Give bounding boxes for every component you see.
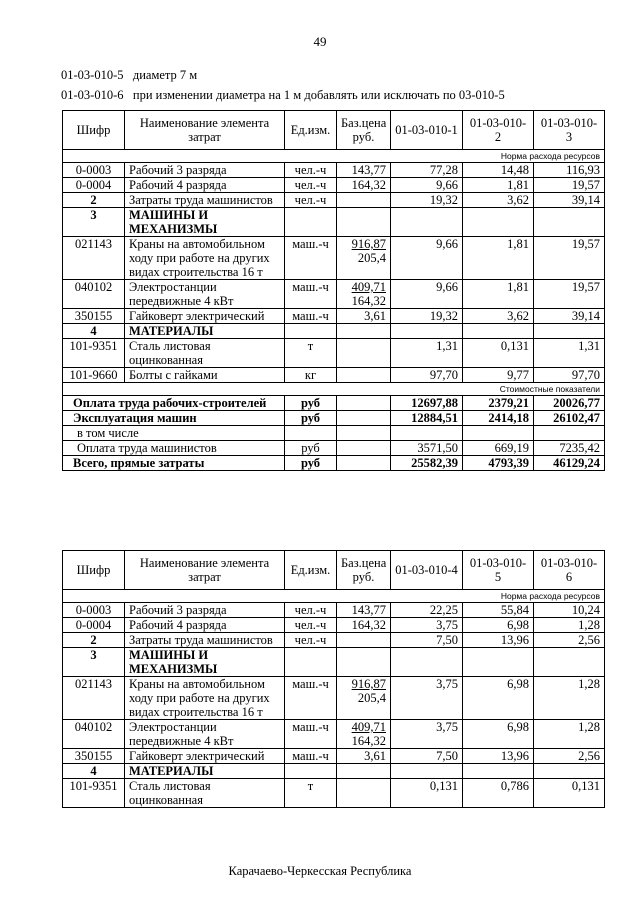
cost-value-2: 4793,39 xyxy=(463,456,534,471)
row-value-3: 2,56 xyxy=(534,633,605,648)
row-value-3: 97,70 xyxy=(534,368,605,383)
empty-cell xyxy=(534,648,605,677)
row-value-3: 1,28 xyxy=(534,618,605,633)
row-value-2: 14,48 xyxy=(463,163,534,178)
row-base-price xyxy=(337,339,391,368)
row-unit: кг xyxy=(285,368,337,383)
base-price-value: 205,4 xyxy=(357,251,386,265)
row-name: Болты с гайками xyxy=(125,368,285,383)
cost-row xyxy=(63,396,605,411)
base-price-underlined: 409,71 xyxy=(351,720,386,734)
row-unit: маш.-ч xyxy=(285,677,337,720)
row-value-3: 19,57 xyxy=(534,237,605,280)
row-code: 3 xyxy=(63,648,125,677)
row-code: 021143 xyxy=(63,677,125,720)
row-value-1: 9,66 xyxy=(391,237,463,280)
row-name: Краны на автомобильном ходу при работе на других видах строительства 16 т xyxy=(125,677,285,720)
row-name: Гайковерт электрический xyxy=(125,309,285,324)
row-base-price xyxy=(337,193,391,208)
row-value-1: 3,75 xyxy=(391,720,463,749)
empty-cell xyxy=(337,324,391,339)
base-price-value: 3,61 xyxy=(364,749,386,763)
cost-name: Эксплуатация машин xyxy=(63,411,285,426)
empty-cell xyxy=(285,208,337,237)
section-label-norms: Норма расхода ресурсов xyxy=(63,150,605,163)
base-price-value: 164,32 xyxy=(351,178,386,192)
cost-unit: руб xyxy=(285,411,337,426)
row-code: 3 xyxy=(63,208,125,237)
row-name: Краны на автомобильном ходу при работе на других видах строительства 16 т xyxy=(125,237,285,280)
row-value-2: 9,77 xyxy=(463,368,534,383)
empty-cell xyxy=(337,648,391,677)
cost-name: Всего, прямые затраты xyxy=(63,456,285,471)
cost-value-1: 3571,50 xyxy=(391,441,463,456)
empty-cell xyxy=(391,208,463,237)
column-header: Шифр xyxy=(63,551,125,590)
row-value-2: 55,84 xyxy=(463,603,534,618)
table-row xyxy=(63,633,605,648)
row-code: 0-0004 xyxy=(63,178,125,193)
column-header: Ед.изм. xyxy=(285,111,337,150)
page-number: 49 xyxy=(313,34,327,49)
row-value-3: 0,131 xyxy=(534,779,605,808)
cost-value-2: 2414,18 xyxy=(463,411,534,426)
table-row xyxy=(63,648,605,677)
row-code: 101-9351 xyxy=(63,339,125,368)
table-row xyxy=(63,280,605,309)
row-base-price xyxy=(337,677,391,720)
cost-value-2: 669,19 xyxy=(463,441,534,456)
row-value-1: 3,75 xyxy=(391,677,463,720)
row-code: 040102 xyxy=(63,280,125,309)
base-price-underlined: 409,71 xyxy=(351,280,386,294)
empty-cell xyxy=(337,411,391,426)
row-name: Рабочий 3 разряда xyxy=(125,163,285,178)
row-name: МАШИНЫ И МЕХАНИЗМЫ xyxy=(125,648,285,677)
row-value-3: 116,93 xyxy=(534,163,605,178)
row-unit: чел.-ч xyxy=(285,603,337,618)
resource-table-2 xyxy=(62,550,605,808)
table-header-row xyxy=(63,551,605,590)
empty-cell xyxy=(534,208,605,237)
table-row xyxy=(63,618,605,633)
row-value-1: 9,66 xyxy=(391,280,463,309)
row-name: Сталь листовая оцинкованная xyxy=(125,339,285,368)
header-code: 01-03-010-5 xyxy=(61,68,124,82)
empty-cell xyxy=(391,648,463,677)
row-value-1: 1,31 xyxy=(391,339,463,368)
cost-unit: руб xyxy=(285,441,337,456)
cost-value-3: 20026,77 xyxy=(534,396,605,411)
row-value-3: 19,57 xyxy=(534,280,605,309)
empty-cell xyxy=(463,764,534,779)
row-value-2: 1,81 xyxy=(463,178,534,193)
row-name: Гайковерт электрический xyxy=(125,749,285,764)
row-value-2: 6,98 xyxy=(463,720,534,749)
row-value-2: 13,96 xyxy=(463,633,534,648)
cost-unit xyxy=(285,426,337,441)
column-header: Ед.изм. xyxy=(285,551,337,590)
row-name: МАШИНЫ И МЕХАНИЗМЫ xyxy=(125,208,285,237)
base-price-underlined: 916,87 xyxy=(351,237,386,251)
row-name: МАТЕРИАЛЫ xyxy=(125,764,285,779)
empty-cell xyxy=(391,764,463,779)
row-unit: маш.-ч xyxy=(285,749,337,764)
column-header: 01-03-010-1 xyxy=(391,111,463,150)
cost-value-1 xyxy=(391,426,463,441)
row-name: Рабочий 4 разряда xyxy=(125,618,285,633)
base-price-value: 143,77 xyxy=(351,163,386,177)
row-code: 0-0003 xyxy=(63,603,125,618)
table-row xyxy=(63,324,605,339)
cost-name: Оплата труда машинистов xyxy=(63,441,285,456)
table-row xyxy=(63,779,605,808)
table-row xyxy=(63,677,605,720)
table-row xyxy=(63,339,605,368)
table-header-row xyxy=(63,111,605,150)
column-header: Баз.цена руб. xyxy=(337,111,391,150)
cost-row xyxy=(63,441,605,456)
table-row xyxy=(63,603,605,618)
header-line-2 xyxy=(61,88,505,103)
row-value-2: 6,98 xyxy=(463,677,534,720)
row-unit: чел.-ч xyxy=(285,163,337,178)
row-name: Электростанции передвижные 4 кВт xyxy=(125,280,285,309)
empty-cell xyxy=(285,764,337,779)
table-row xyxy=(63,178,605,193)
cost-unit: руб xyxy=(285,456,337,471)
row-unit: чел.-ч xyxy=(285,633,337,648)
table-row xyxy=(63,764,605,779)
base-price-value: 143,77 xyxy=(351,603,386,617)
table-row xyxy=(63,193,605,208)
row-value-3: 2,56 xyxy=(534,749,605,764)
page-footer: Карачаево-Черкесская Республика xyxy=(228,864,412,878)
empty-cell xyxy=(337,764,391,779)
row-code: 4 xyxy=(63,764,125,779)
cost-value-3 xyxy=(534,426,605,441)
row-value-1: 7,50 xyxy=(391,749,463,764)
row-base-price xyxy=(337,749,391,764)
row-code: 350155 xyxy=(63,309,125,324)
row-base-price xyxy=(337,178,391,193)
row-code: 4 xyxy=(63,324,125,339)
empty-cell xyxy=(534,324,605,339)
row-unit: маш.-ч xyxy=(285,280,337,309)
row-value-1: 19,32 xyxy=(391,309,463,324)
empty-cell xyxy=(337,208,391,237)
cost-row xyxy=(63,456,605,471)
row-unit: маш.-ч xyxy=(285,237,337,280)
row-value-2: 3,62 xyxy=(463,309,534,324)
row-unit: т xyxy=(285,779,337,808)
table-row xyxy=(63,163,605,178)
row-value-3: 19,57 xyxy=(534,178,605,193)
row-base-price xyxy=(337,368,391,383)
row-name: МАТЕРИАЛЫ xyxy=(125,324,285,339)
row-code: 101-9660 xyxy=(63,368,125,383)
table-row xyxy=(63,749,605,764)
row-code: 101-9351 xyxy=(63,779,125,808)
empty-cell xyxy=(534,764,605,779)
cost-unit: руб xyxy=(285,396,337,411)
empty-cell xyxy=(391,324,463,339)
cost-name: Оплата труда рабочих-строителей xyxy=(63,396,285,411)
row-base-price xyxy=(337,603,391,618)
row-code: 0-0003 xyxy=(63,163,125,178)
row-unit: чел.-ч xyxy=(285,193,337,208)
row-base-price xyxy=(337,720,391,749)
row-unit: маш.-ч xyxy=(285,720,337,749)
column-header: Наименование элемента затрат xyxy=(125,551,285,590)
row-value-2: 6,98 xyxy=(463,618,534,633)
base-price-value: 164,32 xyxy=(351,734,386,748)
column-header: 01-03-010-5 xyxy=(463,551,534,590)
cost-value-3: 26102,47 xyxy=(534,411,605,426)
empty-cell xyxy=(337,456,391,471)
empty-cell xyxy=(337,396,391,411)
base-price-underlined: 916,87 xyxy=(351,677,386,691)
cost-value-2: 2379,21 xyxy=(463,396,534,411)
base-price-value: 164,32 xyxy=(351,294,386,308)
empty-cell xyxy=(337,426,391,441)
row-code: 040102 xyxy=(63,720,125,749)
column-header: 01-03-010-3 xyxy=(534,111,605,150)
row-unit: чел.-ч xyxy=(285,618,337,633)
base-price-value: 164,32 xyxy=(351,618,386,632)
cost-value-1: 25582,39 xyxy=(391,456,463,471)
row-name: Затраты труда машинистов xyxy=(125,633,285,648)
row-value-1: 22,25 xyxy=(391,603,463,618)
row-value-2: 1,81 xyxy=(463,280,534,309)
row-value-1: 97,70 xyxy=(391,368,463,383)
row-value-3: 1,28 xyxy=(534,720,605,749)
table-row xyxy=(63,237,605,280)
header-code: 01-03-010-6 xyxy=(61,88,124,102)
row-unit: маш.-ч xyxy=(285,309,337,324)
table-row xyxy=(63,368,605,383)
row-value-3: 1,28 xyxy=(534,677,605,720)
empty-cell xyxy=(337,441,391,456)
row-name: Рабочий 3 разряда xyxy=(125,603,285,618)
column-header: Баз.цена руб. xyxy=(337,551,391,590)
row-code: 021143 xyxy=(63,237,125,280)
cost-row xyxy=(63,426,605,441)
header-text: при изменении диаметра на 1 м добавлять или исключать по 03-010-5 xyxy=(132,88,505,102)
row-base-price xyxy=(337,633,391,648)
empty-cell xyxy=(463,324,534,339)
row-value-1: 19,32 xyxy=(391,193,463,208)
row-value-2: 0,131 xyxy=(463,339,534,368)
row-code: 0-0004 xyxy=(63,618,125,633)
empty-cell xyxy=(463,208,534,237)
row-value-1: 7,50 xyxy=(391,633,463,648)
column-header: 01-03-010-4 xyxy=(391,551,463,590)
table-row xyxy=(63,309,605,324)
row-unit: т xyxy=(285,339,337,368)
empty-cell xyxy=(463,648,534,677)
row-base-price xyxy=(337,309,391,324)
table-row xyxy=(63,208,605,237)
table-row xyxy=(63,720,605,749)
row-value-1: 0,131 xyxy=(391,779,463,808)
cost-row xyxy=(63,411,605,426)
row-name: Сталь листовая оцинкованная xyxy=(125,779,285,808)
row-unit: чел.-ч xyxy=(285,178,337,193)
column-header: 01-03-010-6 xyxy=(534,551,605,590)
empty-cell xyxy=(285,648,337,677)
cost-value-1: 12697,88 xyxy=(391,396,463,411)
column-header: Наименование элемента затрат xyxy=(125,111,285,150)
header-text: диаметр 7 м xyxy=(132,68,198,82)
row-value-3: 39,14 xyxy=(534,309,605,324)
base-price-value: 3,61 xyxy=(364,309,386,323)
row-base-price xyxy=(337,280,391,309)
row-base-price xyxy=(337,779,391,808)
header-line-1 xyxy=(61,68,197,83)
row-base-price xyxy=(337,237,391,280)
column-header: 01-03-010-2 xyxy=(463,111,534,150)
row-code: 2 xyxy=(63,633,125,648)
cost-value-3: 46129,24 xyxy=(534,456,605,471)
cost-value-1: 12884,51 xyxy=(391,411,463,426)
row-base-price xyxy=(337,618,391,633)
row-value-3: 39,14 xyxy=(534,193,605,208)
row-code: 2 xyxy=(63,193,125,208)
row-value-1: 3,75 xyxy=(391,618,463,633)
base-price-value: 205,4 xyxy=(357,691,386,705)
row-value-2: 13,96 xyxy=(463,749,534,764)
row-base-price xyxy=(337,163,391,178)
row-value-2: 0,786 xyxy=(463,779,534,808)
row-name: Рабочий 4 разряда xyxy=(125,178,285,193)
cost-value-2 xyxy=(463,426,534,441)
section-label-norms: Норма расхода ресурсов xyxy=(63,590,605,603)
section-label-costs: Стоимостные показатели xyxy=(63,383,605,396)
empty-cell xyxy=(285,324,337,339)
cost-value-3: 7235,42 xyxy=(534,441,605,456)
row-value-2: 3,62 xyxy=(463,193,534,208)
row-value-2: 1,81 xyxy=(463,237,534,280)
resource-table-1 xyxy=(62,110,605,471)
column-header: Шифр xyxy=(63,111,125,150)
row-name: Электростанции передвижные 4 кВт xyxy=(125,720,285,749)
row-value-3: 10,24 xyxy=(534,603,605,618)
row-name: Затраты труда машинистов xyxy=(125,193,285,208)
row-value-1: 9,66 xyxy=(391,178,463,193)
cost-name: в том числе xyxy=(63,426,285,441)
row-value-1: 77,28 xyxy=(391,163,463,178)
row-code: 350155 xyxy=(63,749,125,764)
row-value-3: 1,31 xyxy=(534,339,605,368)
